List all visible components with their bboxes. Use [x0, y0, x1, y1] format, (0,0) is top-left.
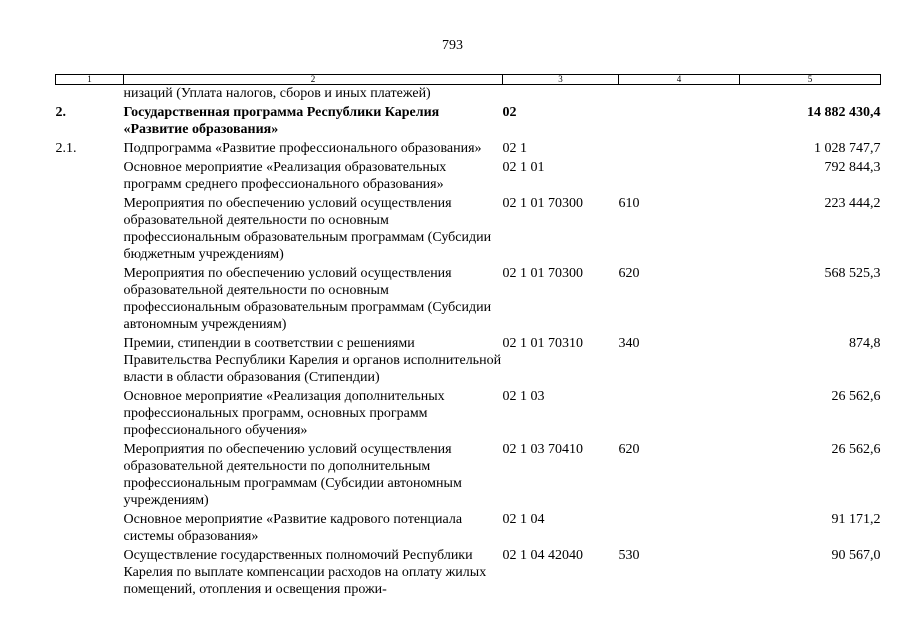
expense-type-code: 530: [618, 548, 640, 563]
column-number-row: [56, 75, 881, 85]
column-header-3: 3: [503, 75, 619, 85]
expense-type-code: [619, 388, 740, 441]
target-article-code: [503, 85, 619, 105]
target-article-code: 02 1 01 70300: [502, 196, 583, 211]
table-row: [56, 104, 881, 140]
row-description: Осуществление государственных полномочий Республики Карелия по выплате компенсации расходов на оплату жилых помещений, отопления и освещения прожи-: [123, 548, 487, 597]
expense-type-code: 610: [618, 196, 640, 211]
row-amount: 91 171,2: [831, 512, 881, 527]
row-description: Основное мероприятие «Реализация образовательных программ среднего профессионального образования»: [123, 160, 447, 192]
expense-type-code: [619, 159, 740, 195]
table-header: [56, 75, 881, 85]
row-number: [56, 547, 124, 600]
row-description: низаций (Уплата налогов, сборов и иных платежей): [123, 86, 431, 101]
row-description: Основное мероприятие «Реализация дополнительных профессиональных программ, основных программ профессионального обучения»: [123, 389, 445, 438]
table-row: [56, 159, 881, 195]
budget-table: [55, 74, 881, 600]
expense-type-code: [619, 104, 740, 140]
table-row: [56, 388, 881, 441]
target-article-code: 02 1 03: [502, 389, 545, 404]
target-article-code: 02 1 04 42040: [502, 548, 583, 563]
target-article-code: 02 1: [502, 141, 527, 156]
row-description: Государственная программа Республики Карелия «Развитие образования»: [123, 105, 440, 137]
table-row: [56, 511, 881, 547]
column-header-4: 4: [619, 75, 740, 85]
row-amount: 1 028 747,7: [814, 141, 881, 156]
row-description: Премии, стипендии в соответствии с решениями Правительства Республики Карелия и органов исполнительной власти в области образования (Стипендии): [123, 336, 502, 385]
page-number: 793: [442, 38, 463, 53]
row-description: Мероприятия по обеспечению условий осуществления образовательной деятельности по основным профессиональным образовательным программам (Субсидии автономным учреждениям): [123, 266, 492, 332]
expense-type-code: [619, 140, 740, 159]
row-amount: 223 444,2: [824, 196, 881, 211]
table-row: [56, 335, 881, 388]
target-article-code: 02: [502, 105, 517, 120]
column-header-5: 5: [740, 75, 881, 85]
row-amount: 26 562,6: [831, 389, 881, 404]
row-number: 2.: [55, 105, 66, 120]
table-row: [56, 85, 881, 105]
row-number: [56, 265, 124, 335]
column-header-2: 2: [124, 75, 503, 85]
row-description: Мероприятия по обеспечению условий осуществления образовательной деятельности по основным профессиональным образовательным программам (Субсидии бюджетным учреждениям): [123, 196, 492, 262]
row-amount: 792 844,3: [824, 160, 881, 175]
table-row: [56, 195, 881, 265]
expense-type-code: 340: [618, 336, 640, 351]
table-row: [56, 140, 881, 159]
row-number: 2.1.: [55, 141, 77, 156]
target-article-code: 02 1 01 70310: [502, 336, 583, 351]
row-amount: 874,8: [849, 336, 881, 351]
expense-type-code: 620: [618, 442, 640, 457]
row-number: [56, 511, 124, 547]
expense-type-code: 620: [618, 266, 640, 281]
table-row: [56, 265, 881, 335]
row-amount: 568 525,3: [824, 266, 881, 281]
row-amount: 14 882 430,4: [807, 105, 881, 120]
row-description: Подпрограмма «Развитие профессионального образования»: [123, 141, 482, 156]
expense-type-code: [619, 85, 740, 105]
row-number: [56, 441, 124, 511]
row-description: Основное мероприятие «Развитие кадрового потенциала системы образования»: [123, 512, 463, 544]
table-body: [56, 85, 881, 601]
row-number: [56, 388, 124, 441]
target-article-code: 02 1 03 70410: [502, 442, 583, 457]
column-header-1: 1: [56, 75, 124, 85]
row-number: [56, 195, 124, 265]
row-number: [56, 85, 124, 105]
table-row: [56, 547, 881, 600]
row-amount: [740, 85, 881, 105]
row-amount: 26 562,6: [831, 442, 881, 457]
row-number: [56, 335, 124, 388]
row-description: Мероприятия по обеспечению условий осуществления образовательной деятельности по дополнительным профессиональным программам (Субсидии автономным учреждениям): [123, 442, 462, 508]
expense-type-code: [619, 511, 740, 547]
row-number: [56, 159, 124, 195]
target-article-code: 02 1 04: [502, 512, 545, 527]
target-article-code: 02 1 01 70300: [502, 266, 583, 281]
table-row: [56, 441, 881, 511]
row-amount: 90 567,0: [831, 548, 881, 563]
target-article-code: 02 1 01: [502, 160, 545, 175]
